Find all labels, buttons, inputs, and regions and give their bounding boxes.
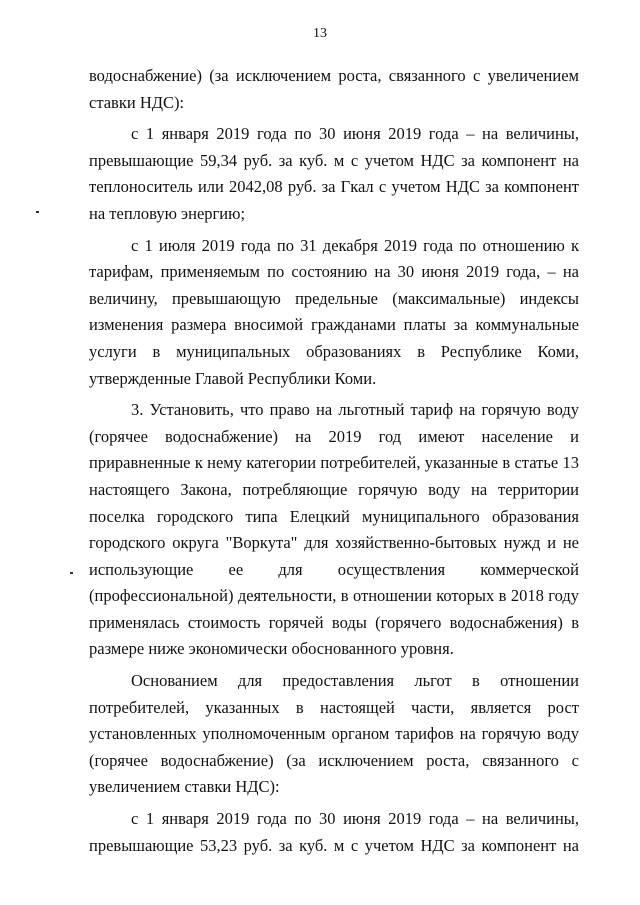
document-body [89, 63, 579, 859]
paragraph-period-first-half: с 1 января 2019 года по 30 июня 2019 года – на величины, превышающие 59,34 руб. за куб. м с учетом НДС за компонент на теплоноситель или 2042,08 руб. за Гкал с учетом НДС за компонент на тепловую энергию; [89, 124, 579, 223]
paragraph-grounds: Основанием для предоставления льгот в отношении потребителей, указанных в настоящей части, является рост установленных уполномоченным органом тарифов на горячую воду (горячее водоснабжение) (за исключением роста, связанного с увеличением ставки НДС): [89, 671, 579, 797]
paragraph-continuation: водоснабжение) (за исключением роста, связанного с увеличением ставки НДС): [89, 66, 579, 112]
paragraph-section-3: 3. Установить, что право на льготный тариф на горячую воду (горячее водоснабжение) на 2019 год имеют население и приравненные к нему категории потребителей, указанные в статье 13 настоящего Закона, потребляющие горячую воду на территории поселка городского типа Елецкий муниципального образования городского округа "Воркута" для хозяйственно-бытовых нужд и не использующие ее для осуществления коммерческой (профессиональной) деятельности, в отношении которых в 2018 году применялась стоимость горячей воды (горячего водоснабжения) в размере ниже экономически обоснованного уровня. [89, 400, 579, 659]
page-number: 13 [313, 26, 327, 41]
scan-speck [36, 211, 39, 213]
paragraph-period-first-half-2: с 1 января 2019 года по 30 июня 2019 года – на величины, превышающие 53,23 руб. за куб. м с учетом НДС за компонент на [89, 809, 579, 855]
scan-speck [70, 572, 73, 574]
paragraph-period-second-half: с 1 июля 2019 года по 31 декабря 2019 года по отношению к тарифам, применяемым по состоянию на 30 июня 2019 года, – на величину, превышающую предельные (максимальные) индексы изменения размера вносимой гражданами платы за коммунальные услуги в муниципальных образованиях в Республике Коми, утвержденные Главой Республики Коми. [89, 235, 579, 388]
